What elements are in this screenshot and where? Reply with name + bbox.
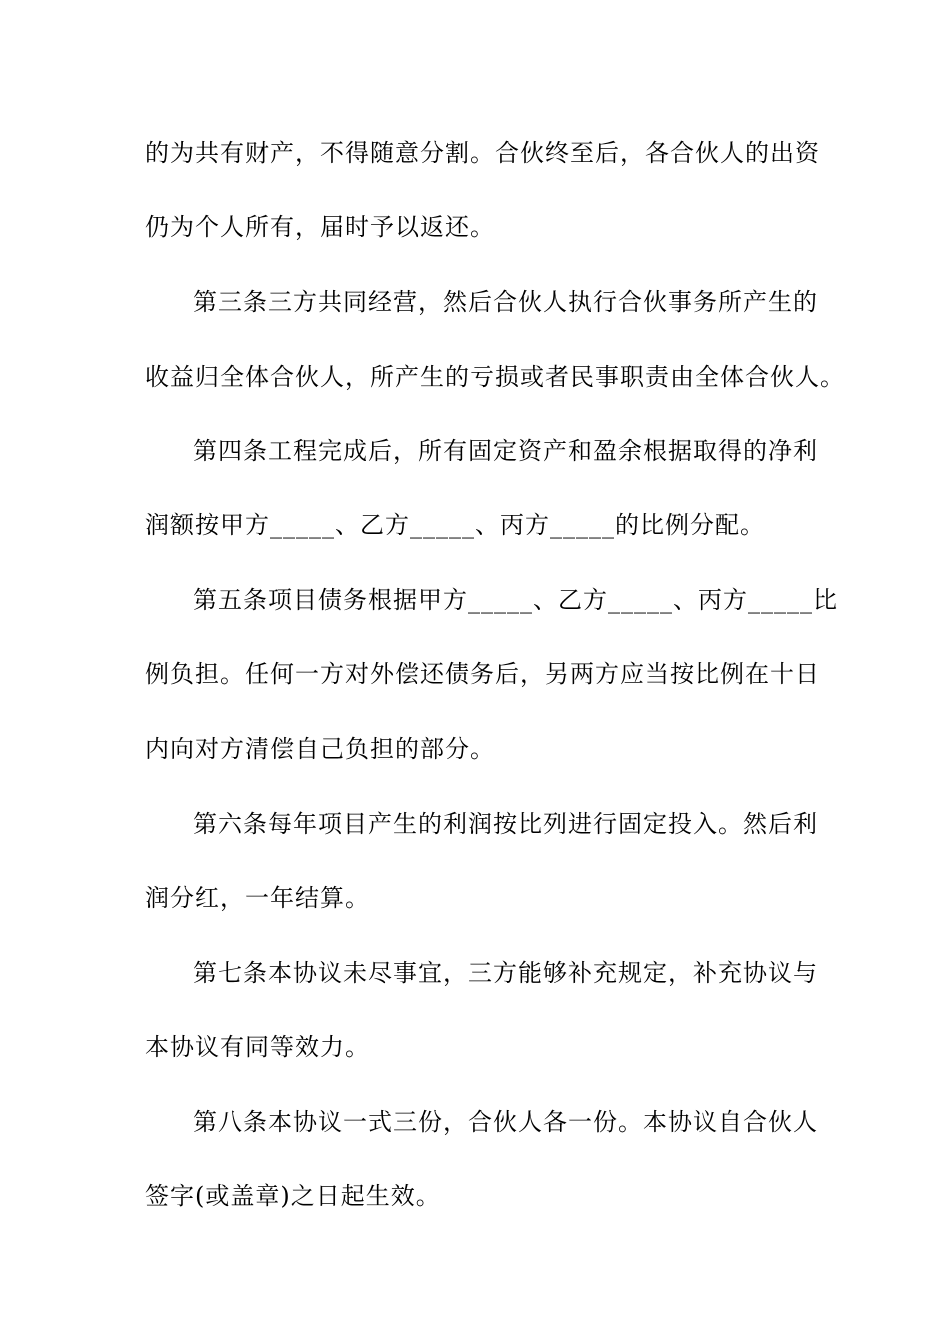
text-line: 润分红，一年结算。 [145, 884, 370, 912]
text-line: 的为共有财产，不得随意分割。合伙终至后，各合伙人的出资 [145, 139, 820, 167]
article-6-heading-line: 第六条每年项目产生的利润按比列进行固定投入。然后利 [193, 810, 818, 838]
text-line: 收益归全体合伙人，所产生的亏损或者民事职责由全体合伙人。 [145, 363, 845, 391]
text-line: 内向对方清偿自己负担的部分。 [145, 735, 495, 763]
article-4-heading-line: 第四条工程完成后，所有固定资产和盈余根据取得的净利 [193, 437, 818, 465]
article-3-heading-line: 第三条三方共同经营，然后合伙人执行合伙事务所产生的 [193, 288, 818, 316]
article-5-heading-line: 第五条项目债务根据甲方_____、乙方_____、丙方_____比 [193, 586, 838, 614]
text-line: 仍为个人所有，届时予以返还。 [145, 213, 495, 241]
text-line: 例负担。任何一方对外偿还债务后，另两方应当按比例在十日 [145, 660, 820, 688]
text-line: 本协议有同等效力。 [145, 1033, 370, 1061]
text-line: 签字(或盖章)之日起生效。 [145, 1182, 441, 1210]
text-line: 润额按甲方_____、乙方_____、丙方_____的比例分配。 [145, 511, 765, 539]
article-7-heading-line: 第七条本协议未尽事宜，三方能够补充规定，补充协议与 [193, 959, 818, 987]
article-8-heading-line: 第八条本协议一式三份，合伙人各一份。本协议自合伙人 [193, 1108, 818, 1136]
